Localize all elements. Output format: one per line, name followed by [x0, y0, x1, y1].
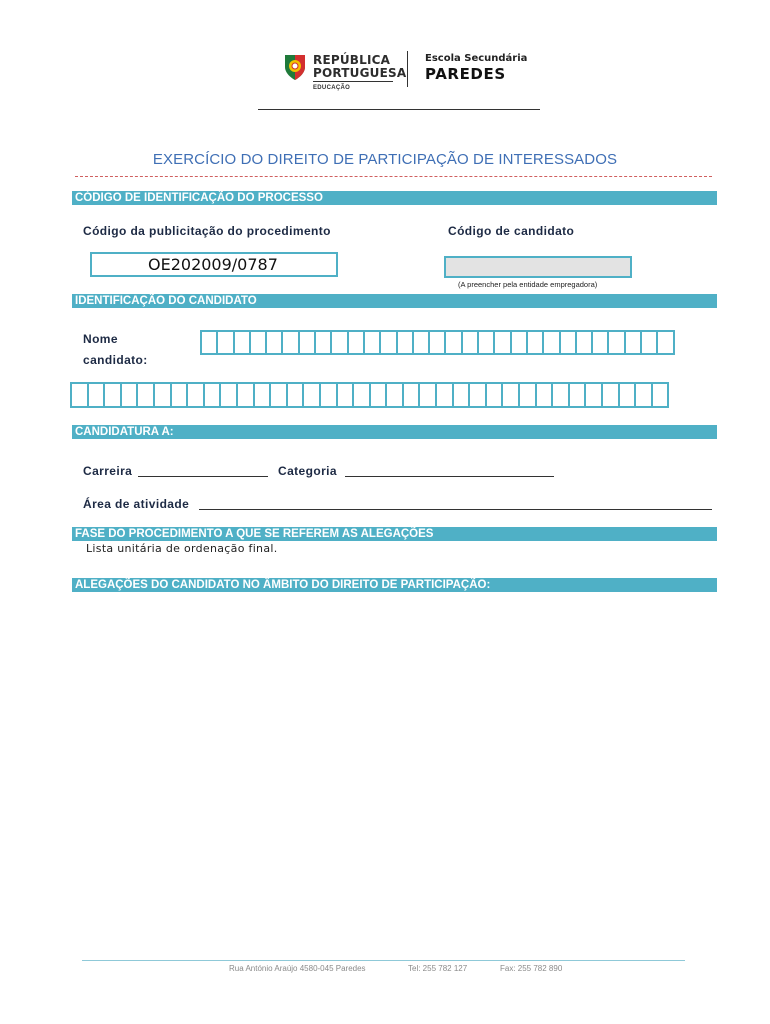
name-label-line2: candidato: — [83, 353, 148, 367]
section-allegations: ALEGAÇÕES DO CANDIDATO NO ÂMBITO DO DIREITO DE PARTICIPAÇÃO: — [72, 578, 717, 592]
gov-divider — [313, 81, 393, 82]
section-process-id: CÓDIGO DE IDENTIFICAÇÃO DO PROCESSO — [72, 191, 717, 205]
name-cells-row1[interactable] — [200, 330, 673, 355]
career-label: Carreira — [83, 464, 133, 478]
name-char-cell[interactable] — [651, 382, 670, 408]
footer-fax: Fax: 255 782 890 — [500, 964, 563, 973]
footer-tel: Tel: 255 782 127 — [408, 964, 468, 973]
category-field[interactable] — [345, 463, 554, 477]
name-cells-row2[interactable] — [70, 382, 667, 408]
header-rule — [258, 108, 540, 110]
school-name: PAREDES — [425, 65, 506, 83]
gov-name-line2: PORTUGUESA — [313, 66, 407, 80]
gov-name-line1: REPÚBLICA — [313, 53, 391, 67]
activity-label: Área de atividade — [83, 497, 190, 511]
name-label-line1: Nome — [83, 332, 118, 346]
activity-field[interactable] — [199, 496, 712, 510]
page-title: EXERCÍCIO DO DIREITO DE PARTICIPAÇÃO DE INTERESSADOS — [152, 151, 618, 168]
footer-rule — [82, 960, 685, 961]
logo-divider — [407, 51, 408, 87]
candidate-code-note: (A preencher pela entidade empregadora) — [458, 280, 598, 289]
section-candidate-id: IDENTIFICAÇÃO DO CANDIDATO — [72, 294, 717, 308]
coat-of-arms-icon — [283, 53, 307, 81]
name-char-cell[interactable] — [656, 330, 674, 355]
candidate-code-label: Código de candidato — [448, 224, 575, 238]
allegations-area[interactable] — [72, 594, 717, 944]
candidate-code-field[interactable] — [444, 256, 632, 278]
section-phase: FASE DO PROCEDIMENTO A QUE SE REFEREM AS ALEGAÇÕES — [72, 527, 717, 541]
publication-code-field[interactable]: OE202009/0787 — [90, 252, 338, 277]
publication-code-label: Código da publicitação do procedimento — [83, 224, 331, 238]
footer-address: Rua António Araújo 4580-045 Paredes — [229, 964, 366, 973]
phase-text: Lista unitária de ordenação final. — [86, 542, 278, 555]
gov-sub: EDUCAÇÃO — [313, 85, 351, 91]
school-line1: Escola Secundária — [425, 53, 528, 64]
category-label: Categoria — [278, 464, 337, 478]
section-application: CANDIDATURA A: — [72, 425, 717, 439]
career-field[interactable] — [138, 463, 268, 477]
title-rule — [75, 176, 712, 177]
